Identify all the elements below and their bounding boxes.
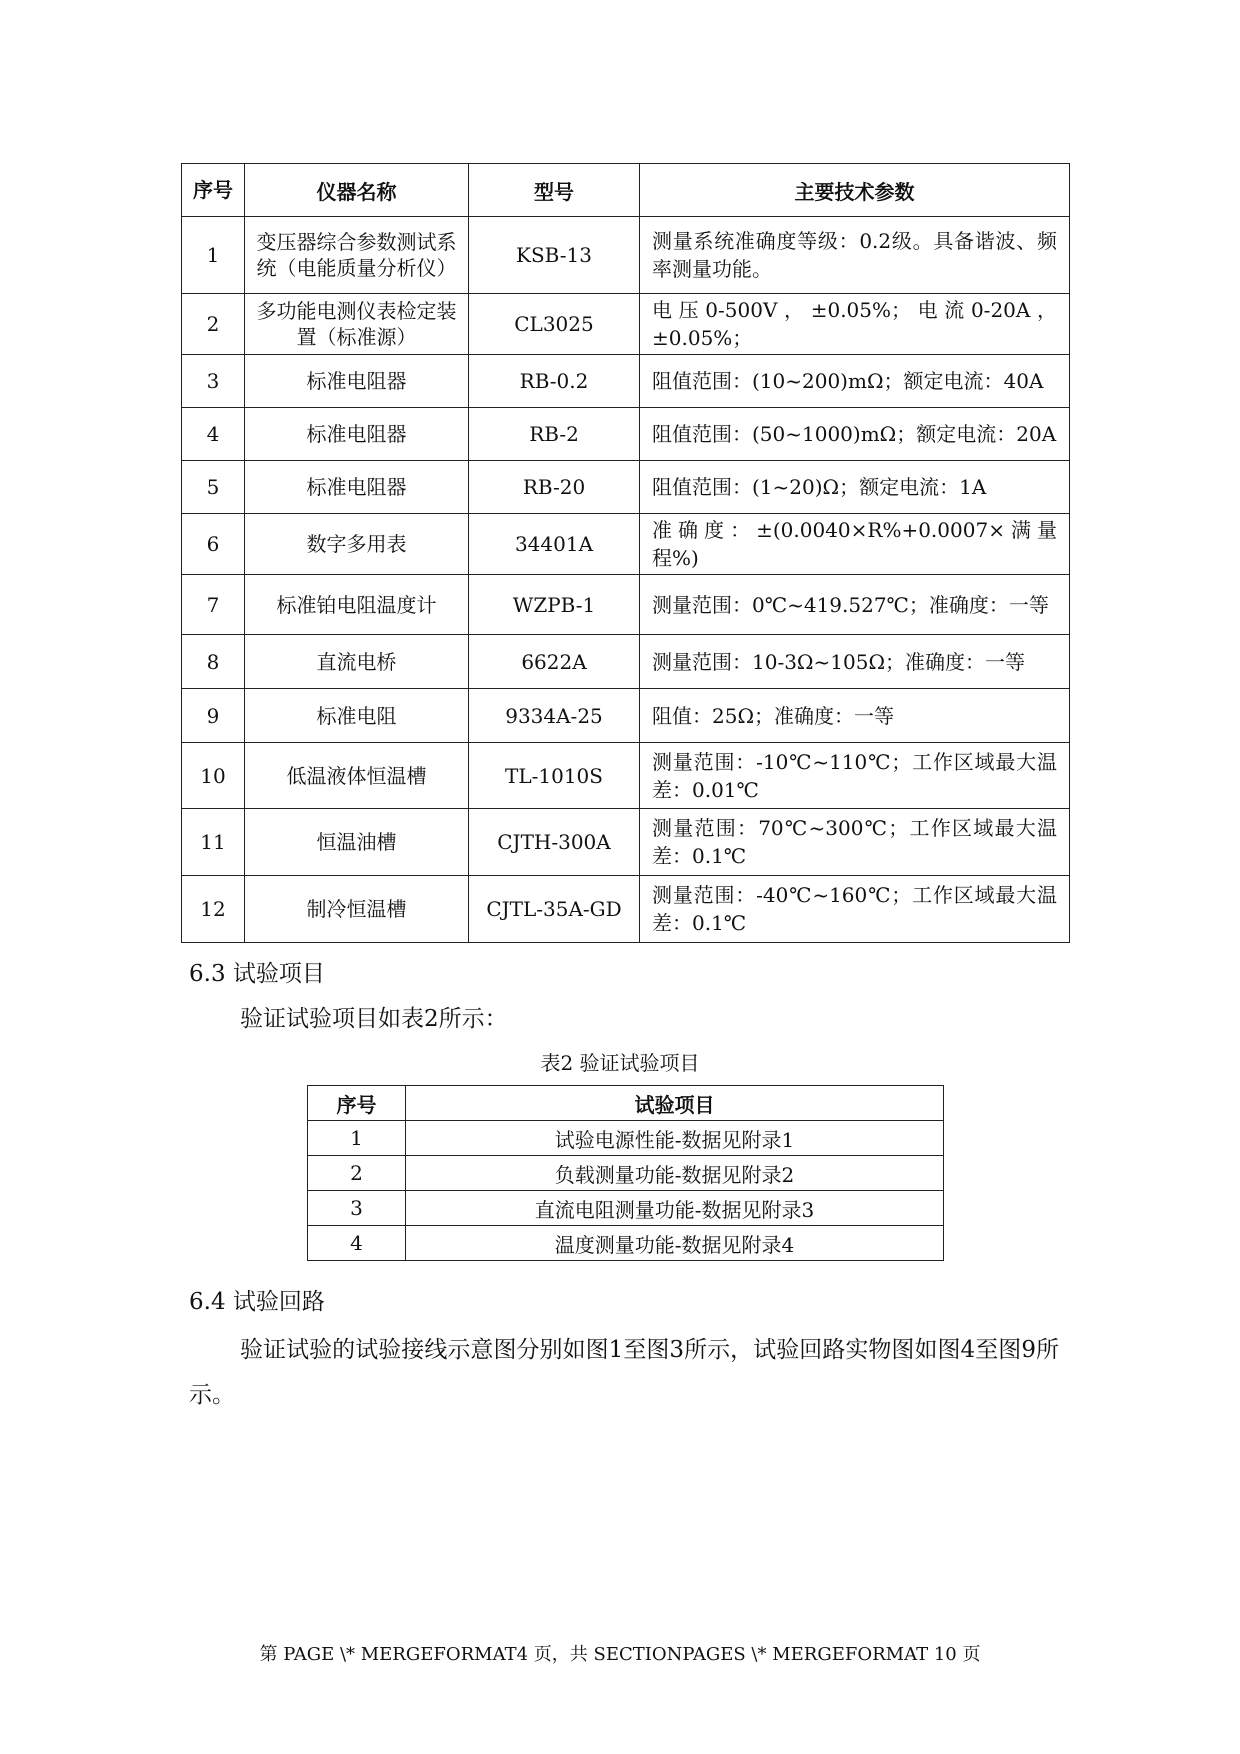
row-params: 电压0-500V，±0.05%；电流0-20A，±0.05%； [640,294,1070,355]
section-6-4-body: 验证试验的试验接线示意图分别如图1至图3所示，试验回路实物图如图4至图9所示。 [189,1337,1059,1408]
row-params: 准确度：±(0.0040×R%+0.0007×满量程%) [640,514,1070,575]
row-item: 直流电阻测量功能-数据见附录3 [406,1191,944,1226]
row-params: 测量范围：-40℃~160℃；工作区域最大温差：0.1℃ [640,876,1070,943]
row-name: 标准电阻器 [245,408,469,461]
row-model: WZPB-1 [469,575,640,635]
row-params: 阻值范围：(50~1000)mΩ；额定电流：20A [640,408,1070,461]
table-row [182,575,1070,635]
row-no: 2 [182,294,245,355]
row-name: 数字多用表 [245,514,469,575]
row-no: 1 [308,1121,406,1156]
header-item: 试验项目 [406,1086,944,1121]
table-row [182,743,1070,809]
row-name: 直流电桥 [245,635,469,689]
table-row [308,1121,944,1156]
row-name: 标准铂电阻温度计 [245,575,469,635]
row-no: 7 [182,575,245,635]
row-model: RB-2 [469,408,640,461]
table-header-row [182,164,1070,217]
table-row [182,217,1070,294]
row-model: 34401A [469,514,640,575]
table-row [182,408,1070,461]
table2-caption: 表2 验证试验项目 [540,1051,700,1075]
row-no: 4 [308,1226,406,1261]
row-params: 测量系统准确度等级：0.2级。具备谐波、频率测量功能。 [640,217,1070,294]
row-name: 标准电阻器 [245,461,469,514]
row-name: 变压器综合参数测试系统（电能质量分析仪） [245,217,469,294]
row-no: 3 [182,355,245,408]
page-footer: 第 PAGE \* MERGEFORMAT4 页，共 SECTIONPAGES \* MERGEFORMAT 10 页 [259,1644,981,1665]
table-row [182,689,1070,743]
row-no: 3 [308,1191,406,1226]
row-no: 4 [182,408,245,461]
row-no: 5 [182,461,245,514]
row-model: RB-0.2 [469,355,640,408]
row-name: 多功能电测仪表检定装置（标准源） [245,294,469,355]
row-params: 测量范围：0℃~419.527℃；准确度：一等 [640,575,1070,635]
instrument-table [181,163,1070,943]
row-name: 低温液体恒温槽 [245,743,469,809]
header-name: 仪器名称 [245,164,469,217]
row-model: CL3025 [469,294,640,355]
row-name: 标准电阻器 [245,355,469,408]
table-row [308,1226,944,1261]
table-row [182,461,1070,514]
row-no: 10 [182,743,245,809]
header-params: 主要技术参数 [640,164,1070,217]
row-name: 制冷恒温槽 [245,876,469,943]
row-model: 6622A [469,635,640,689]
section-6-4-heading: 6.4 试验回路 [189,1289,325,1315]
row-no: 11 [182,809,245,876]
row-params: 测量范围：-10℃~110℃；工作区域最大温差：0.01℃ [640,743,1070,809]
row-model: CJTL-35A-GD [469,876,640,943]
row-params: 测量范围：70℃~300℃；工作区域最大温差：0.1℃ [640,809,1070,876]
row-model: 9334A-25 [469,689,640,743]
table-row [182,876,1070,943]
row-no: 8 [182,635,245,689]
row-no: 12 [182,876,245,943]
table-row [182,355,1070,408]
section-6-3-intro: 验证试验项目如表2所示： [240,1006,508,1032]
row-params: 阻值范围：(1~20)Ω；额定电流：1A [640,461,1070,514]
row-no: 2 [308,1156,406,1191]
row-no: 9 [182,689,245,743]
row-no: 1 [182,217,245,294]
header-no: 序号 [308,1086,406,1121]
header-model: 型号 [469,164,640,217]
table-row [182,809,1070,876]
row-model: RB-20 [469,461,640,514]
table-row [182,294,1070,355]
table-row [182,635,1070,689]
row-item: 试验电源性能-数据见附录1 [406,1121,944,1156]
row-model: TL-1010S [469,743,640,809]
row-params: 阻值范围：(10~200)mΩ；额定电流：40A [640,355,1070,408]
table-row [308,1156,944,1191]
table-row [308,1191,944,1226]
table-header-row [308,1086,944,1121]
row-item: 负载测量功能-数据见附录2 [406,1156,944,1191]
table-row [182,514,1070,575]
test-items-table [307,1085,944,1261]
section-6-3-heading: 6.3 试验项目 [189,961,325,987]
row-model: CJTH-300A [469,809,640,876]
row-params: 测量范围：10-3Ω~105Ω；准确度：一等 [640,635,1070,689]
row-no: 6 [182,514,245,575]
row-name: 恒温油槽 [245,809,469,876]
row-name: 标准电阻 [245,689,469,743]
row-model: KSB-13 [469,217,640,294]
header-no: 序号 [182,164,245,217]
row-item: 温度测量功能-数据见附录4 [406,1226,944,1261]
row-params: 阻值：25Ω；准确度：一等 [640,689,1070,743]
